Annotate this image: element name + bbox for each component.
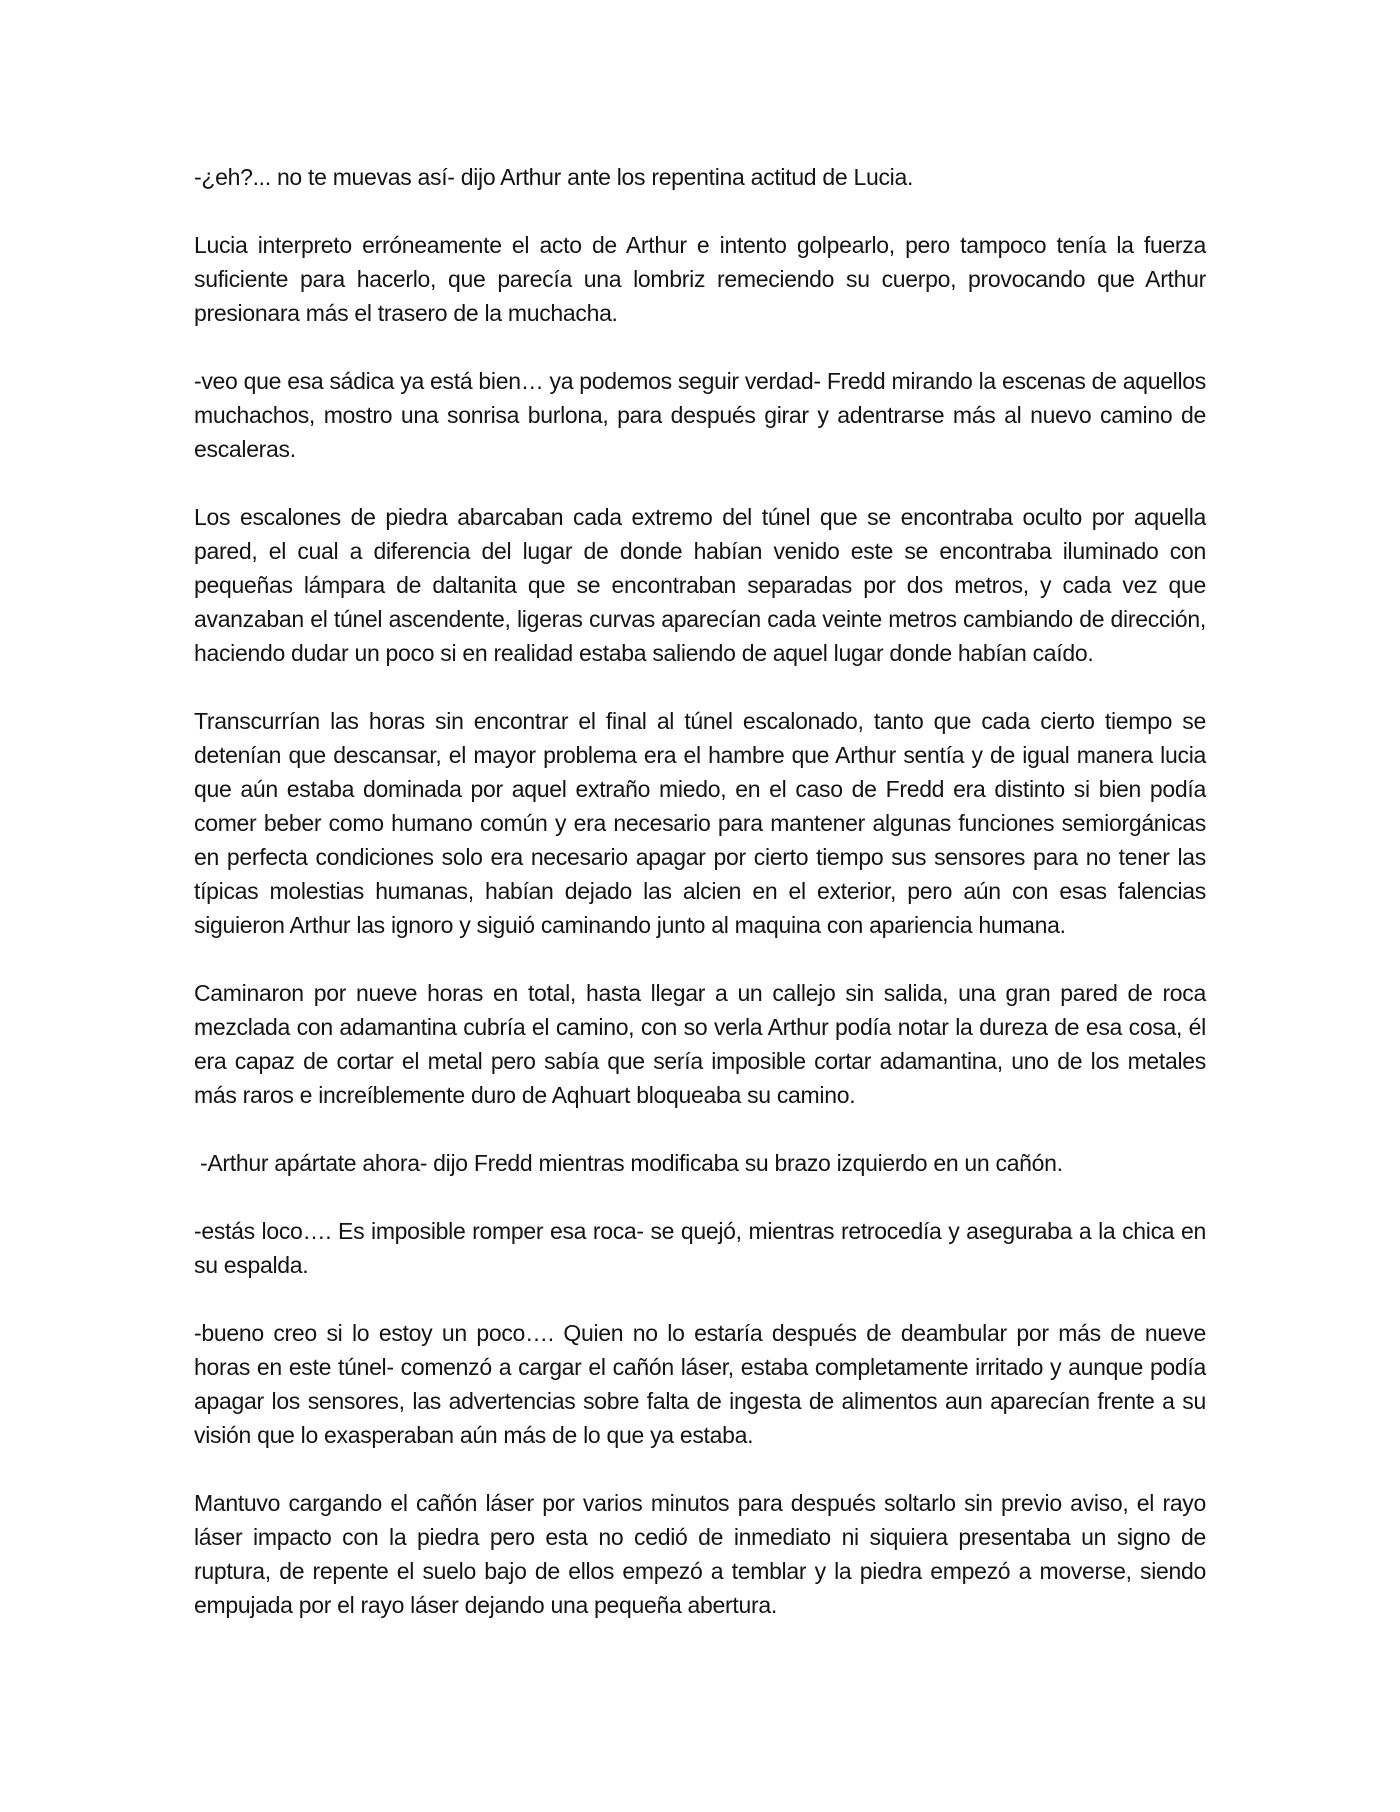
paragraph-10: Mantuvo cargando el cañón láser por varios minutos para después soltarlo sin previo aviso, el rayo láser impacto con la piedra pero esta no cedió de inmediato ni siquiera presentaba un signo de ruptura, de repente el suelo bajo de ellos empezó a temblar y la piedra empezó a moverse, siendo empujada por el rayo láser dejando una pequeña abertura. — [194, 1490, 1206, 1618]
paragraph-1: -¿eh?... no te muevas así- dijo Arthur ante los repentina actitud de Lucia. — [194, 164, 914, 190]
paragraph-9: -bueno creo si lo estoy un poco…. Quien no lo estaría después de deambular por más de nueve horas en este túnel- comenzó a cargar el cañón láser, estaba completamente irritado y aunque podía apagar los sensores, las advertencias sobre falta de ingesta de alimentos aun aparecían frente a su visión que lo exasperaban aún más de lo que ya estaba. — [194, 1320, 1206, 1448]
paragraph-4: Los escalones de piedra abarcaban cada extremo del túnel que se encontraba oculto por aquella pared, el cual a diferencia del lugar de donde habían venido este se encontraba iluminado con pequeñas lámpara de daltanita que se encontraban separadas por dos metros, y cada vez que avanzaban el túnel ascendente, ligeras curvas aparecían cada veinte metros cambiando de dirección, haciendo dudar un poco si en realidad estaba saliendo de aquel lugar donde habían caído. — [194, 504, 1206, 666]
paragraph-6: Caminaron por nueve horas en total, hasta llegar a un callejo sin salida, una gran pared de roca mezclada con adamantina cubría el camino, con so verla Arthur podía notar la dureza de esa cosa, él era capaz de cortar el metal pero sabía que sería imposible cortar adamantina, uno de los metales más raros e increíblemente duro de Aqhuart bloqueaba su camino. — [194, 980, 1206, 1108]
paragraph-5: Transcurrían las horas sin encontrar el final al túnel escalonado, tanto que cada cierto tiempo se detenían que descansar, el mayor problema era el hambre que Arthur sentía y de igual manera lucia que aún estaba dominada por aquel extraño miedo, en el caso de Fredd era distinto si bien podía comer beber como humano común y era necesario para mantener algunas funciones semiorgánicas en perfecta condiciones solo era necesario apagar por cierto tiempo sus sensores para no tener las típicas molestias humanas, habían dejado las alcien en el exterior, pero aún con esas falencias siguieron Arthur las ignoro y siguió caminando junto al maquina con apariencia humana. — [194, 708, 1206, 938]
paragraph-2: Lucia interpreto erróneamente el acto de Arthur e intento golpearlo, pero tampoco tenía la fuerza suficiente para hacerlo, que parecía una lombriz remeciendo su cuerpo, provocando que Arthur presionara más el trasero de la muchacha. — [194, 232, 1206, 326]
paragraph-7: -Arthur apártate ahora- dijo Fredd mientras modificaba su brazo izquierdo en un cañón. — [200, 1150, 1063, 1176]
paragraph-3: -veo que esa sádica ya está bien… ya podemos seguir verdad- Fredd mirando la escenas de aquellos muchachos, mostro una sonrisa burlona, para después girar y adentrarse más al nuevo camino de escaleras. — [194, 368, 1206, 462]
paragraph-8: -estás loco…. Es imposible romper esa roca- se quejó, mientras retrocedía y aseguraba a la chica en su espalda. — [194, 1218, 1206, 1278]
document-body — [194, 160, 1206, 1656]
